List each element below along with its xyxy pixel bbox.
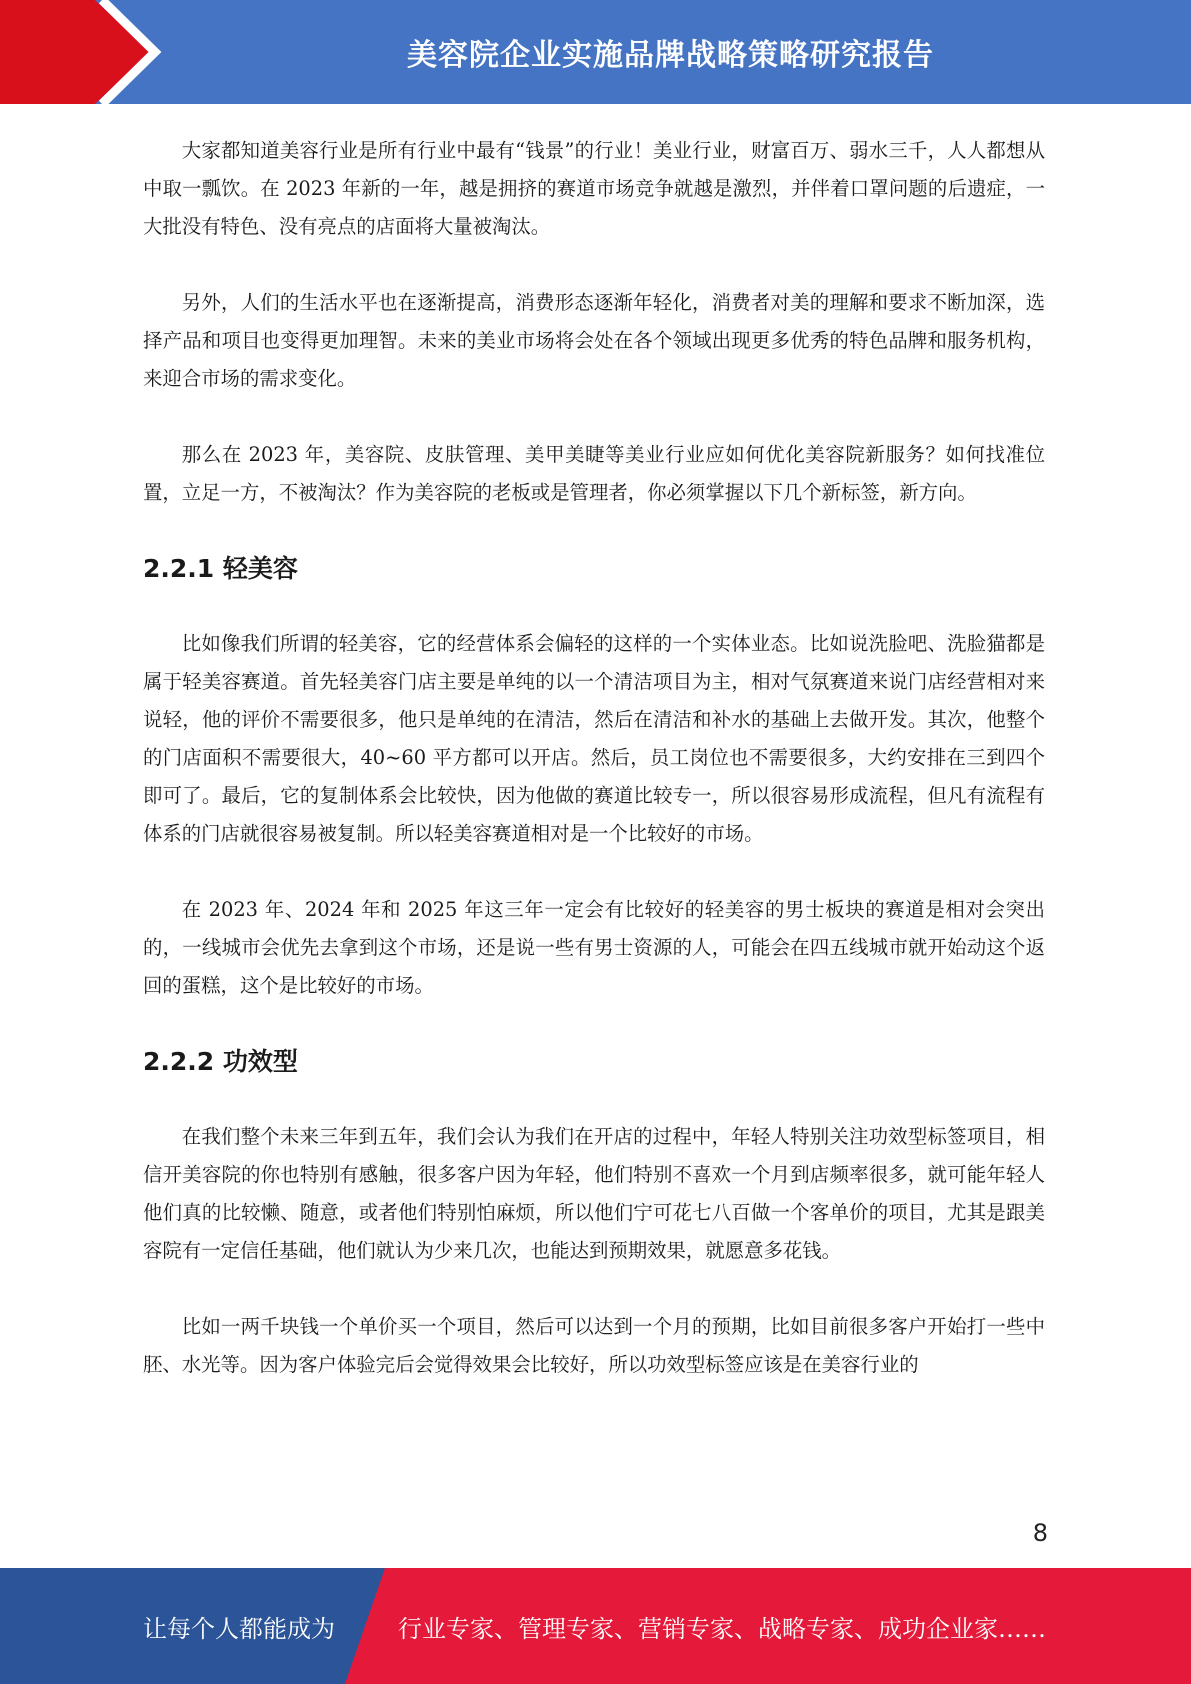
page-footer xyxy=(0,1568,1191,1684)
section2-paragraph-2: 比如一两千块钱一个单价买一个项目，然后可以达到一个月的预期，比如目前很多客户开始打一些中胚、水光等。因为客户体验完后会觉得效果会比较好，所以功效型标签应该是在美容行业的 xyxy=(143,1315,1045,1376)
section2-paragraph-1: 在我们整个未来三年到五年，我们会认为我们在开店的过程中，年轻人特别关注功效型标签项目，相信开美容院的你也特别有感触，很多客户因为年轻，他们特别不喜欢一个月到店频率很多，就可能年轻人他们真的比较懒、随意，或者他们特别怕麻烦，所以他们宁可花七八百做一个客单价的项目，尤其是跟美容院有一定信任基础，他们就认为少来几次，也能达到预期效果，就愿意多花钱。 xyxy=(143,1125,1045,1262)
page-number: 8 xyxy=(1032,1519,1048,1547)
intro-paragraph-1: 大家都知道美容行业是所有行业中最有“钱景”的行业！美业行业，财富百万、弱水三千，人人都想从中取一瓢饮。在 2023 年新的一年，越是拥挤的赛道市场竞争就越是激烈，并伴着口罩问题的后遗症，一大批没有特色、没有亮点的店面将大量被淘汰。 xyxy=(143,139,1045,238)
section-heading-2-2-2: 2.2.2 功效型 xyxy=(143,1047,298,1076)
page-content xyxy=(143,132,1045,1384)
section-heading-2-2-1: 2.2.1 轻美容 xyxy=(143,554,298,583)
footer-slogan-right: 行业专家、管理专家、营销专家、战略专家、成功企业家…… xyxy=(398,1614,1046,1643)
page-header xyxy=(0,0,1191,110)
footer-slogan-left: 让每个人都能成为 xyxy=(143,1614,335,1643)
section1-paragraph-1: 比如像我们所谓的轻美容，它的经营体系会偏轻的这样的一个实体业态。比如说洗脸吧、洗脸猫都是属于轻美容赛道。首先轻美容门店主要是单纯的以一个清洁项目为主，相对气氛赛道来说门店经营相对来说轻，他的评价不需要很多，他只是单纯的在清洁，然后在清洁和补水的基础上去做开发。其次，他整个的门店面积不需要很大，40~60 平方都可以开店。然后，员工岗位也不需要很多，大约安排在三到四个即可了。最后，它的复制体系会比较快，因为他做的赛道比较专一，所以很容易形成流程，但凡有流程有体系的门店就很容易被复制。所以轻美容赛道相对是一个比较好的市场。 xyxy=(143,632,1045,845)
intro-paragraph-2: 另外，人们的生活水平也在逐渐提高，消费形态逐渐年轻化，消费者对美的理解和要求不断加深，选择产品和项目也变得更加理智。未来的美业市场将会处在各个领域出现更多优秀的特色品牌和服务机构，来迎合市场的需求变化。 xyxy=(143,291,1045,390)
intro-paragraph-3: 那么在 2023 年，美容院、皮肤管理、美甲美睫等美业行业应如何优化美容院新服务？如何找准位置，立足一方，不被淘汰？作为美容院的老板或是管理者，你必须掌握以下几个新标签，新方向。 xyxy=(143,443,1045,504)
section1-paragraph-2: 在 2023 年、2024 年和 2025 年这三年一定会有比较好的轻美容的男士板块的赛道是相对会突出的，一线城市会优先去拿到这个市场，还是说一些有男士资源的人，可能会在四五线城市就开始动这个返回的蛋糕，这个是比较好的市场。 xyxy=(143,898,1045,997)
document-title: 美容院企业实施品牌战略策略研究报告 xyxy=(407,38,934,73)
